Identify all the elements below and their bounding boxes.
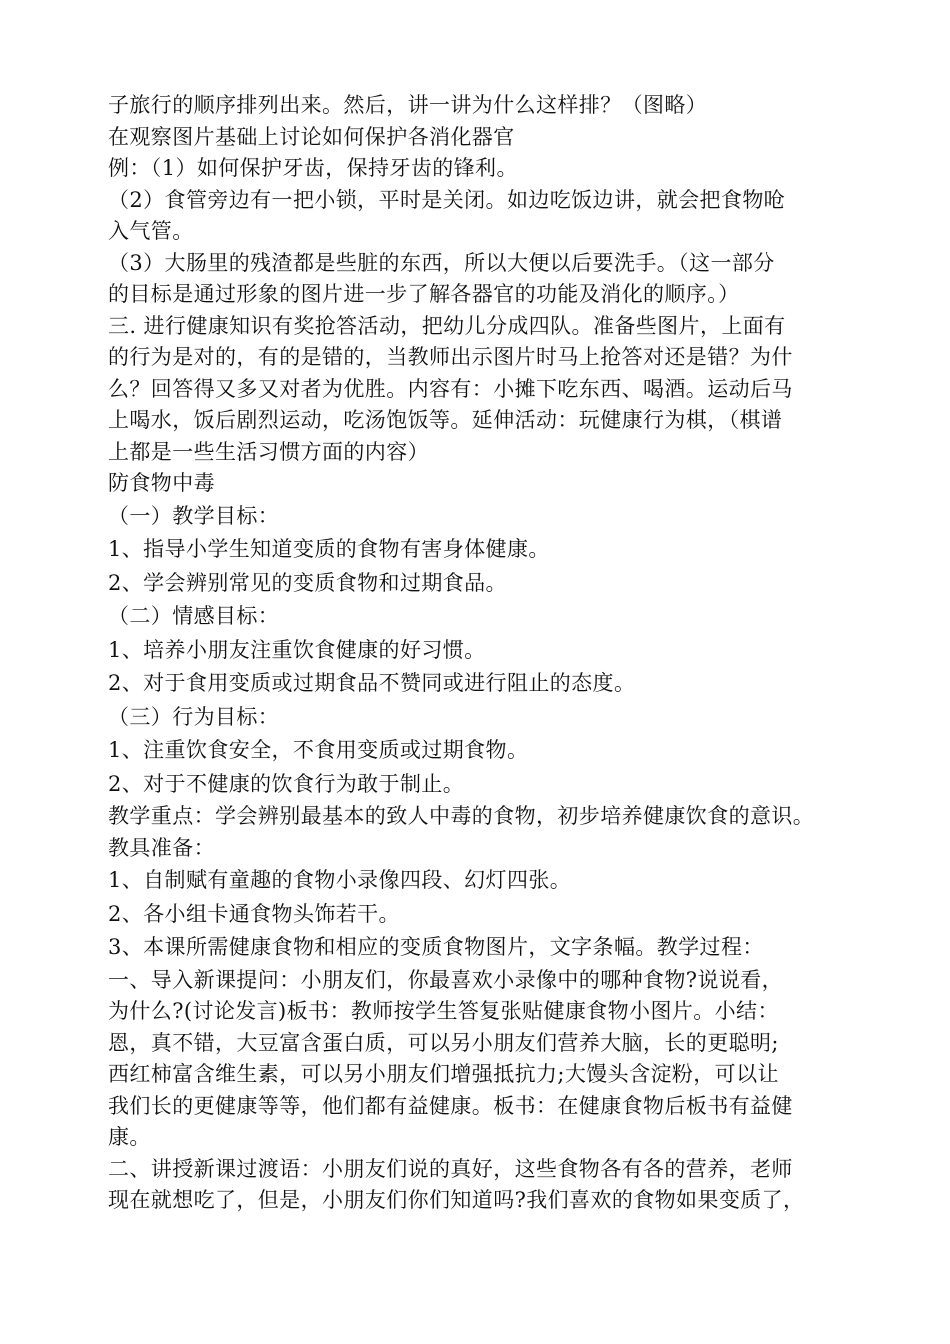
text-line: 一、导入新课提问：小朋友们，你最喜欢小录像中的哪种食物?说说看，	[108, 967, 784, 992]
text-line: 康。	[108, 1125, 151, 1149]
text-line: 子旅行的顺序排列出来。然后，讲一讲为什么这样排？（图略）	[108, 93, 708, 117]
list-item: 2、学会辨别常见的变质食物和过期食品。	[108, 570, 507, 595]
list-item: 2、对于食用变质或过期食品不赞同或进行阻止的态度。	[108, 671, 636, 695]
text-line: 的行为是对的，有的是错的，当教师出示图片时马上抢答对还是错？为什	[108, 345, 793, 369]
list-item: 1、培养小朋友注重饮食健康的好习惯。	[108, 637, 486, 662]
subsection-heading: （三）行为目标：	[108, 704, 280, 729]
text-line: 教学重点：学会辨别最基本的致人中毒的食物，初步培养健康饮食的意识。	[108, 804, 815, 828]
lesson-title: 防食物中毒	[108, 471, 215, 495]
list-item: 2、对于不健康的饮食行为敢于制止。	[108, 771, 465, 796]
text-line: 我们长的更健康等等，他们都有益健康。板书：在健康食物后板书有益健	[108, 1093, 793, 1118]
section-heading: 三. 进行健康知识有奖抢答活动，把幼儿分成四队。准备些图片，上面有	[108, 313, 786, 338]
list-item: 1、注重饮食安全，不食用变质或过期食物。	[108, 738, 529, 762]
text-line: 例：（1）如何保护牙齿，保持牙齿的锋利。	[108, 156, 518, 180]
list-item: 2、各小组卡通食物头饰若干。	[108, 901, 400, 926]
text-line: （2）食管旁边有一把小锁，平时是关闭。如边吃饭边讲，就会把食物呛	[108, 187, 786, 212]
list-item: 3、本课所需健康食物和相应的变质食物图片，文字条幅。教学过程：	[108, 935, 764, 959]
text-line: 为什么?(讨论发言)板书：教师按学生答复张贴健康食物小图片。小结：	[108, 999, 779, 1023]
document-body	[108, 90, 868, 1217]
list-item: 1、自制赋有童趣的食物小录像四段、幻灯四张。	[108, 868, 572, 892]
subsection-heading: （二）情感目标：	[108, 604, 280, 628]
text-line: 么？回答得又多又对者为优胜。内容有：小摊下吃东西、喝酒。运动后马	[108, 376, 793, 401]
text-line: 恩，真不错，大豆富含蛋白质，可以另小朋友们营养大脑，长的更聪明;	[108, 1030, 779, 1055]
text-line: 上都是一些生活习惯方面的内容）	[108, 439, 429, 464]
text-line: 入气管。	[108, 219, 194, 243]
text-line: 教具准备：	[108, 835, 215, 860]
text-line: （3）大肠里的残渣都是些脏的东西，所以大便以后要洗手。（这一部分	[108, 250, 775, 275]
text-line: 二、讲授新课过渡语：小朋友们说的真好，这些食物各有各的营养，老师	[108, 1156, 793, 1181]
text-line: 的目标是通过形象的图片进一步了解各器官的功能及消化的顺序。）	[108, 282, 740, 306]
text-line: 现在就想吃了，但是，小朋友们你们知道吗?我们喜欢的食物如果变质了，	[108, 1188, 805, 1212]
list-item: 1、指导小学生知道变质的食物有害身体健康。	[108, 537, 550, 561]
text-line: 西红柿富含维生素，可以另小朋友们增强抵抗力;大馒头含淀粉，可以让	[108, 1062, 779, 1086]
text-line: 在观察图片基础上讨论如何保护各消化器官	[108, 124, 515, 149]
subsection-heading: （一）教学目标：	[108, 503, 280, 528]
text-line: 上喝水，饭后剧烈运动，吃汤饱饭等。延伸活动：玩健康行为棋，（棋谱	[108, 408, 783, 432]
